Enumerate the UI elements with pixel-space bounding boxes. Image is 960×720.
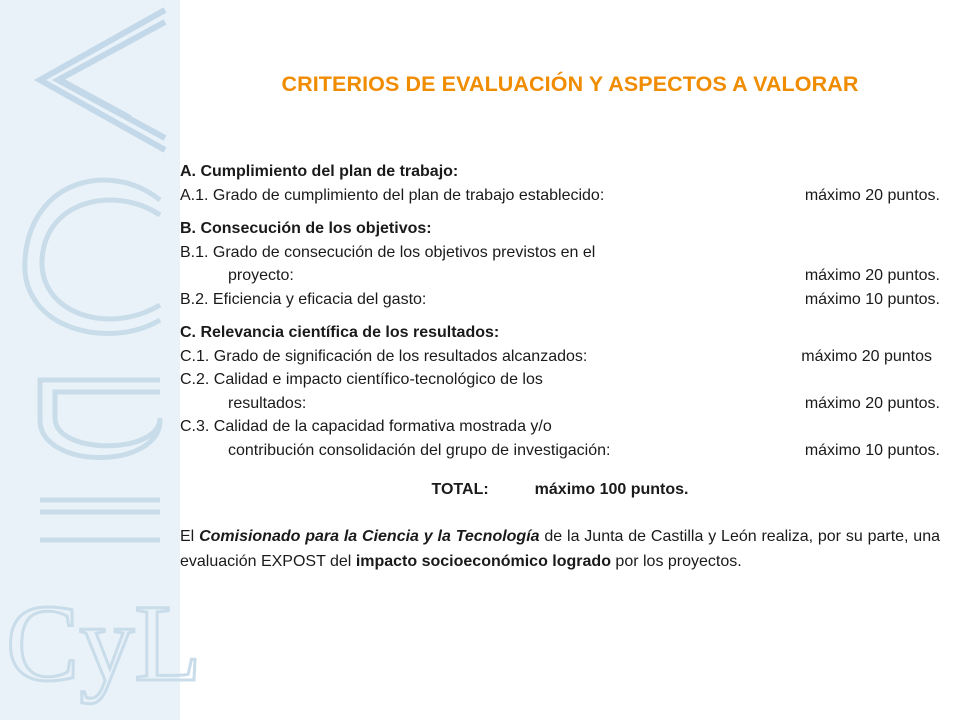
criterion-b2	[180, 288, 940, 312]
section-b-heading: B. Consecución de los objetivos:	[180, 220, 432, 237]
criterion-b1-line1: B.1. Grado de consecución de los objetivos previstos en el	[180, 243, 596, 261]
criterion-c2-line2: resultados:	[228, 394, 307, 412]
criterion-b1	[180, 264, 940, 288]
criterion-c3	[180, 439, 940, 463]
total-line	[180, 478, 940, 502]
criterion-a1-points: máximo 20 puntos.	[804, 186, 940, 204]
section-a	[180, 160, 940, 207]
section-c	[180, 321, 940, 462]
logo-cyl-text: CyL	[6, 582, 202, 704]
section-a-heading: A. Cumplimiento del plan de trabajo:	[180, 163, 459, 180]
paragraph-part-5: por los proyectos.	[610, 552, 742, 570]
criterion-c2	[180, 392, 940, 416]
paragraph-commissioner: Comisionado para la Ciencia y la Tecnología	[199, 527, 540, 545]
total-value: máximo 100 puntos.	[534, 481, 689, 498]
criterion-c1	[180, 345, 940, 369]
criterion-c3-line1: C.3. Calidad de la capacidad formativa mostrada y/o	[180, 418, 552, 435]
criterion-c1-points: máximo 20 puntos	[801, 347, 932, 365]
paragraph-part-1: El	[180, 527, 200, 545]
criterion-a1	[180, 184, 940, 208]
paragraph-part-3: de la Junta de Castilla y León realiza, por su parte, una evaluación EXPOST del	[180, 527, 941, 570]
page-title: CRITERIOS DE EVALUACIÓN Y ASPECTOS A VALORAR	[281, 72, 859, 96]
criteria-content	[180, 160, 940, 574]
criterion-a1-label: A.1. Grado de cumplimiento del plan de trabajo establecido:	[180, 186, 605, 204]
section-b	[180, 217, 940, 311]
criterion-c3-line2: contribución consolidación del grupo de investigación:	[228, 441, 611, 459]
closing-paragraph	[180, 524, 940, 574]
paragraph-impact: impacto socioeconómico logrado	[355, 552, 611, 570]
criterion-c2-line1: C.2. Calidad e impacto científico-tecnológico de los	[180, 371, 543, 388]
criterion-c1-label: C.1. Grado de significación de los resultados alcanzados:	[180, 347, 588, 365]
criterion-b2-label: B.2. Eficiencia y eficacia del gasto:	[180, 290, 427, 308]
section-c-heading: C. Relevancia científica de los resultados:	[180, 324, 500, 341]
criterion-b2-points: máximo 10 puntos.	[804, 290, 940, 308]
criterion-b1-points: máximo 20 puntos.	[804, 267, 940, 284]
criterion-c2-points: máximo 20 puntos.	[804, 394, 940, 412]
criterion-c3-points: máximo 10 puntos.	[804, 441, 940, 459]
total-label: TOTAL:	[431, 481, 489, 498]
criterion-b1-line2: proyecto:	[228, 267, 294, 284]
